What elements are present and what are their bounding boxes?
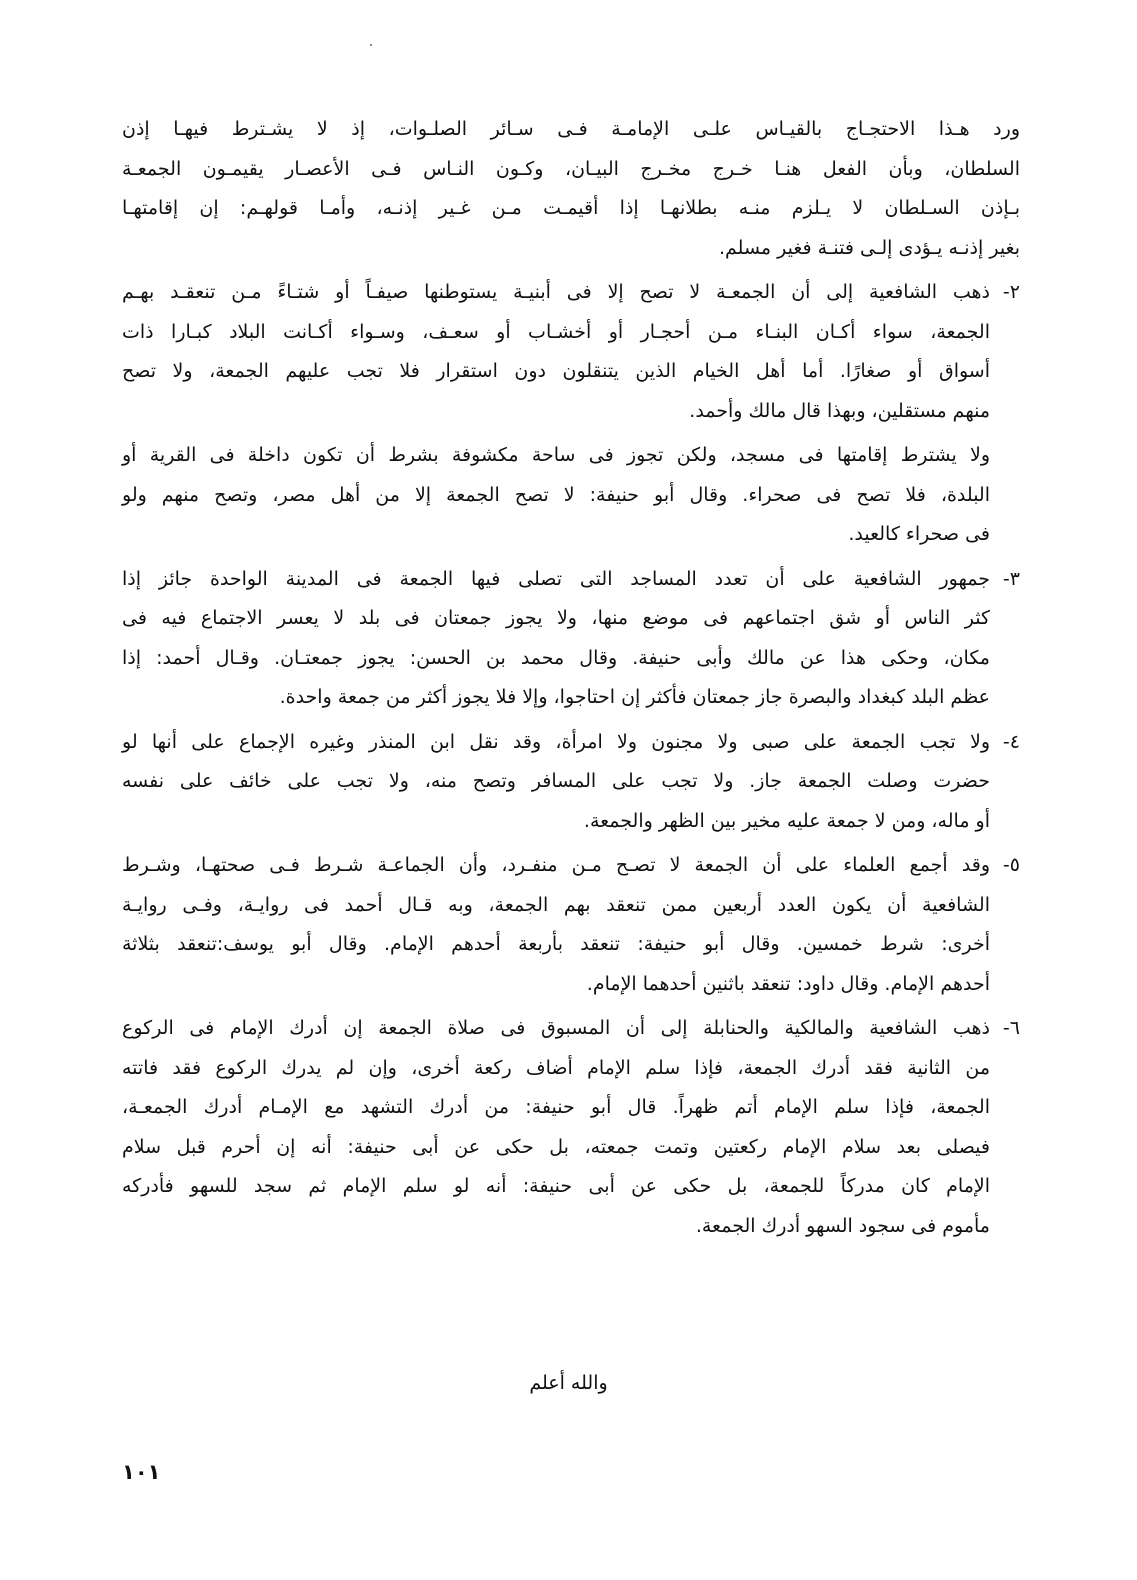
text-line: الجمعة، فإذا سلم الإمام أتم ظهراً. قال أبو حنيفة: من أدرك التشهد مع الإمـام أدرك الجمعـة،	[122, 1096, 990, 1118]
text-line: بـإذن السـلطان لا يـلزم منـه بطلانهـا إذا أقيمـت مـن غـير إذنـه، وأمـا قولهـم: إن إقامتهـا	[122, 197, 1020, 219]
text-line: ذهب الشافعية والمالكية والحنابلة إلى أن المسبوق فى صلاة الجمعة إن أدرك الإمام فى الركوع	[122, 1017, 990, 1039]
paragraph	[122, 1009, 1020, 1246]
text-line: ذهب الشافعية إلى أن الجمعـة لا تصح إلا فى أبنيـة يستوطنها صيفـاً أو شتـاءً مـن تنعقـد بهـم	[122, 281, 990, 303]
text-line: أخرى: شرط خمسين. وقال أبو حنيفة: تنعقد بأربعة أحدهم الإمام. وقال أبو يوسف:تنعقد بثلاثة	[122, 933, 990, 955]
text-line: ورد هـذا الاحتجـاج بالقيـاس علـى الإمامـة فـى سـائر الصلـوات، إذ لا يشـترط فيهـا إذن	[122, 118, 1020, 140]
item-number: ٣-	[1002, 567, 1020, 590]
text-line: عظم البلد كبغداد والبصرة جاز جمعتان فأكثر إن احتاجوا، وإلا فلا يجوز أكثر من جمعة واحدة.	[279, 686, 990, 708]
text-line: فيصلى بعد سلام الإمام ركعتين وتمت جمعته، بل حكى عن أبى حنيفة: أنه إن أحرم قبل سلام	[122, 1135, 990, 1158]
paragraph	[122, 273, 1020, 431]
text-line: أحدهم الإمام. وقال داود: تنعقد باثنين أحدهما الإمام.	[586, 972, 990, 995]
scan-speck	[370, 44, 372, 46]
text-line: حضرت وصلت الجمعة جاز. ولا تجب على المسافر وتصح منه، ولا تجب على خائف على نفسه	[122, 770, 990, 792]
text-line: أو ماله، ومن لا جمعة عليه مخير بين الظهر والجمعة.	[583, 809, 990, 832]
text-line: البلدة، فلا تصح فى صحراء. وقال أبو حنيفة: لا تصح الجمعة إلا من أهل مصر، وتصح منهم ولو	[122, 483, 990, 506]
closing-phrase: والله أعلم	[529, 1372, 608, 1394]
page-number: ١٠١	[122, 1460, 161, 1484]
text-line: أسواق أو صغارًا. أما أهل الخيام الذين يتنقلون دون استقرار فلا تجب عليهم الجمعة، ولا تصح	[122, 360, 990, 382]
item-number: ٦-	[1002, 1017, 1020, 1039]
paragraph	[122, 110, 1020, 268]
paragraph	[122, 560, 1020, 718]
paragraph	[122, 723, 1020, 842]
text-line: الشافعية أن يكون العدد أربعين ممن تنعقد بهم الجمعة، وبه قـال أحمد فى روايـة، وفـى روايـة	[122, 893, 990, 916]
text-line: جمهور الشافعية على أن تعدد المساجد التى تصلى فيها الجمعة فى المدينة الواحدة جائز إذا	[122, 567, 990, 590]
text-line: من الثانية فقد أدرك الجمعة، فإذا سلم الإمام أضاف ركعة أخرى، وإن لم يدرك الركوع فقد فاتته	[122, 1056, 990, 1079]
text-line: ولا يشترط إقامتها فى مسجد، ولكن تجوز فى ساحة مكشوفة بشرط أن تكون داخلة فى القرية أو	[122, 444, 990, 466]
text-line: ولا تجب الجمعة على صبى ولا مجنون ولا امرأة، وقد نقل ابن المنذر وغيره الإجماع على أنها لو	[122, 730, 990, 753]
text-line: مأموم فى سجود السهو أدرك الجمعة.	[695, 1214, 990, 1237]
text-line: كثر الناس أو شق اجتماعهم فى موضع منها، ولا يجوز جمعتان فى بلد لا يعسر الاجتماع فيه فى	[122, 607, 990, 629]
item-number: ٥-	[1002, 854, 1020, 876]
text-line: وقد أجمع العلماء على أن الجمعة لا تصـح مـن منفـرد، وأن الجماعـة شـرط فـى صحتهـا، وشـرط	[122, 854, 990, 876]
text-line: مكان، وحكى هذا عن مالك وأبى حنيفة. وقال محمد بن الحسن: يجوز جمعتـان. وقـال أحمد: إذا	[122, 646, 990, 669]
text-line: السلطان، وبأن الفعل هنـا خـرج مخـرج البيـان، وكـون النـاس فـى الأعصـار يقيمـون الجمعـة	[122, 157, 1020, 180]
text-line: بغير إذنـه يـؤدى إلـى فتنـة فغير مسلم.	[718, 236, 1020, 259]
paragraph	[122, 436, 1020, 555]
item-number: ٢-	[1002, 281, 1020, 303]
text-line: الإمام كان مدركاً للجمعة، بل حكى عن أبى حنيفة: أنه لو سلم الإمام ثم سجد للسهو فأدركه	[122, 1175, 990, 1197]
text-line: فى صحراء كالعيد.	[848, 523, 990, 545]
text-line: منهم مستقلين، وبهذا قال مالك وأحمد.	[689, 399, 990, 422]
item-number: ٤-	[1002, 730, 1020, 753]
paragraph	[122, 846, 1020, 1004]
text-line: الجمعة، سواء أكـان البنـاء مـن أحجـار أو أخشـاب أو سعـف، وسـواء أكـانت البلاد كبـارا ذات	[122, 320, 990, 343]
